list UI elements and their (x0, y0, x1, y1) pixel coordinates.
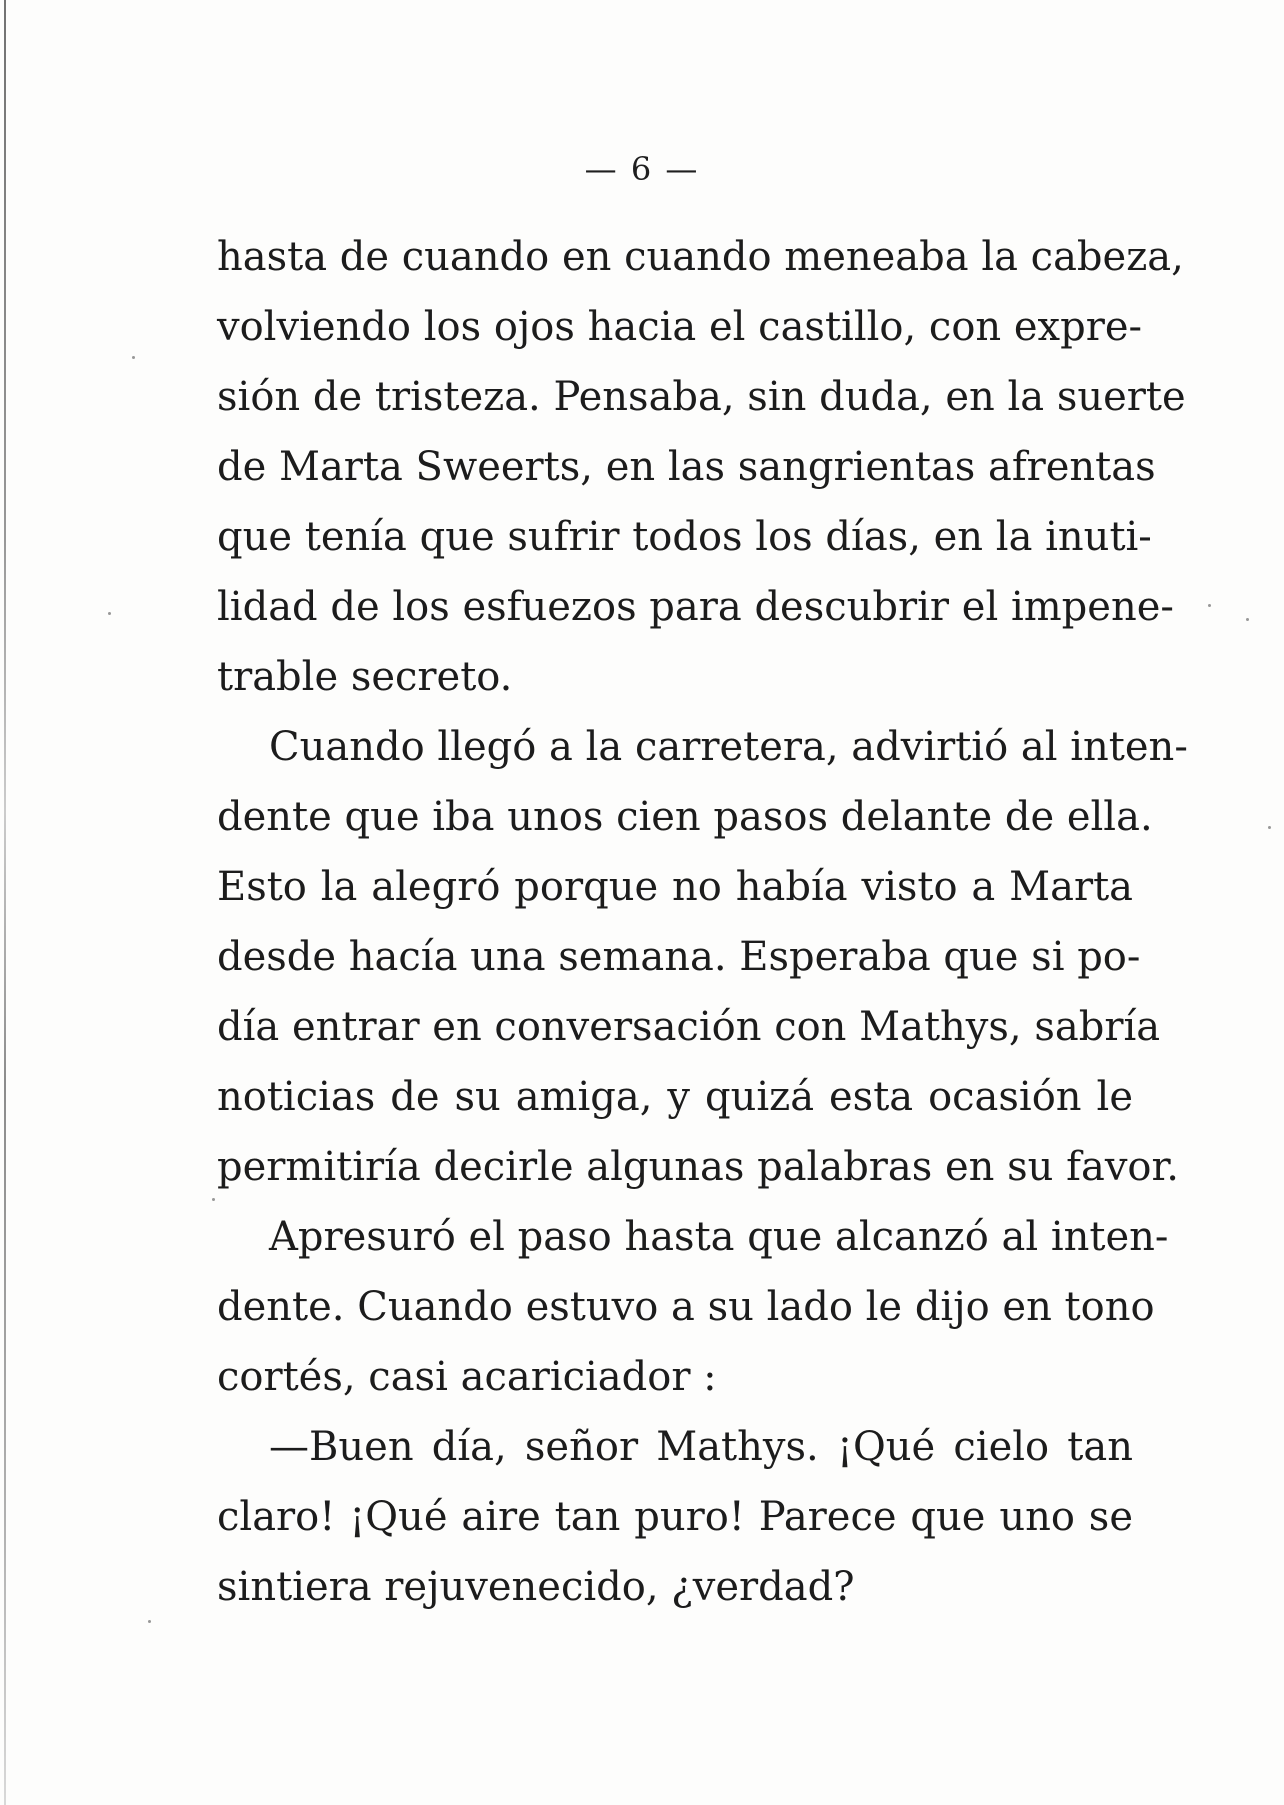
text-line: desde hacía una semana. Esperaba que si po- (217, 934, 1141, 980)
text-line: claro! ¡Qué aire tan puro! Parece que uno se (217, 1494, 1133, 1540)
text-line: volviendo los ojos hacia el castillo, con expre- (217, 304, 1143, 350)
text-line: dente que iba unos cien pasos delante de ella. (217, 794, 1153, 840)
print-speck (108, 612, 111, 615)
text-line: de Marta Sweerts, en las sangrientas afrentas (217, 444, 1156, 490)
binding-edge-shadow (4, 0, 6, 1805)
paragraph-4 (217, 1412, 1133, 1622)
text-line: Cuando llegó a la carretera, advirtió al inten- (269, 724, 1188, 770)
text-line: sión de tristeza. Pensaba, sin duda, en la suerte (217, 374, 1186, 420)
text-line: día entrar en conversación con Mathys, sabría (217, 1004, 1161, 1050)
page-number: — 6 — (584, 150, 700, 188)
text-line: lidad de los esfuezos para descubrir el impene- (217, 584, 1174, 630)
paragraph-3 (217, 1202, 1169, 1412)
paragraph-2 (217, 712, 1188, 1202)
print-speck (1208, 604, 1211, 607)
text-line: cortés, casi acariciador : (217, 1354, 717, 1400)
paragraph-1 (217, 222, 1186, 712)
text-line: trable secreto. (217, 654, 513, 700)
print-speck (148, 1620, 151, 1623)
body-text (217, 222, 1188, 1622)
text-line: Esto la alegró porque no había visto a Marta (217, 864, 1133, 910)
text-line: Apresuró el paso hasta que alcanzó al inten- (269, 1214, 1169, 1260)
text-line: —Buen día, señor Mathys. ¡Qué cielo tan (269, 1424, 1133, 1470)
print-speck (1246, 618, 1249, 621)
text-line: permitiría decirle algunas palabras en su favor. (217, 1144, 1179, 1190)
text-line: noticias de su amiga, y quizá esta ocasión le (217, 1074, 1133, 1120)
text-line: que tenía que sufrir todos los días, en la inuti- (217, 514, 1152, 560)
print-speck (1268, 826, 1271, 829)
text-line: dente. Cuando estuvo a su lado le dijo en tono (217, 1284, 1155, 1330)
text-line: sintiera rejuvenecido, ¿verdad? (217, 1564, 855, 1610)
print-speck (212, 1198, 215, 1201)
print-speck (132, 356, 135, 359)
text-line: hasta de cuando en cuando meneaba la cabeza, (217, 234, 1184, 280)
